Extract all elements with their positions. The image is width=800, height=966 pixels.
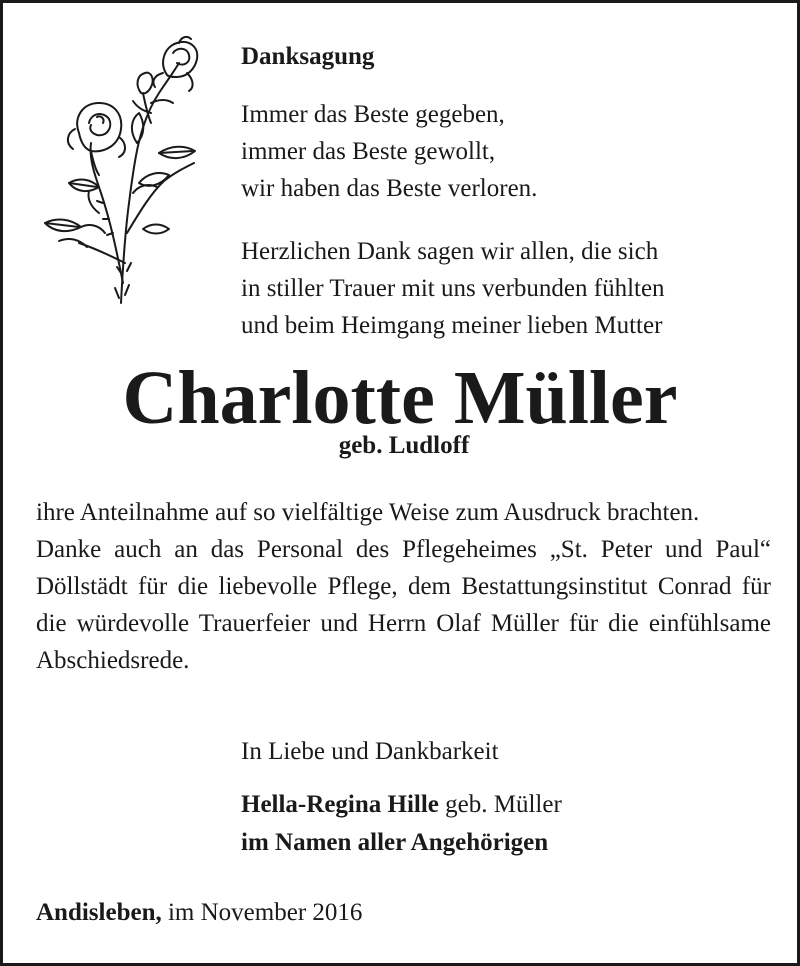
heading-danksagung: Danksagung [241,43,375,70]
date: im November 2016 [167,899,363,926]
on-behalf-line: im Namen aller Angehörigen [241,829,549,856]
birth-name: geb. Ludloff [338,432,470,459]
signer-name: Hella-Regina Hille [241,791,439,818]
thanks-line: in stiller Trauer mit uns verbunden fühlten [241,275,665,302]
place-date [36,899,362,927]
paragraph-danke: Danke auch an das Personal des Pflegeheimes „St. Peter und Paul“ Döllstädt für die liebevolle Pflege, dem Bestattungsinstitut Conrad für die würdevolle Trauerfeier und Herrn Olaf Müller für die einfühlsame Abschiedsrede. [36,536,771,674]
paragraph-anteilnahme: ihre Anteilnahme auf so vielfältige Weise zum Ausdruck brachten. [36,499,700,526]
signer-birth-name: geb. Müller [445,791,562,818]
poem-line: wir haben das Beste verloren. [241,175,538,202]
poem [241,96,537,207]
signer [241,791,562,819]
closing-line: In Liebe und Dankbarkeit [241,738,499,765]
thanks-line: Herzlichen Dank sagen wir allen, die sich [241,238,659,265]
thanks-line: und beim Heimgang meiner lieben Mutter [241,312,663,339]
deceased-name: Charlotte Müller [122,356,678,440]
poem-line: Immer das Beste gegeben, [241,101,505,128]
thanks-intro [241,233,665,344]
poem-line: immer das Beste gewollt, [241,138,496,165]
place: Andisleben, [36,899,162,926]
rose-icon [39,33,204,308]
body-text [36,494,771,679]
